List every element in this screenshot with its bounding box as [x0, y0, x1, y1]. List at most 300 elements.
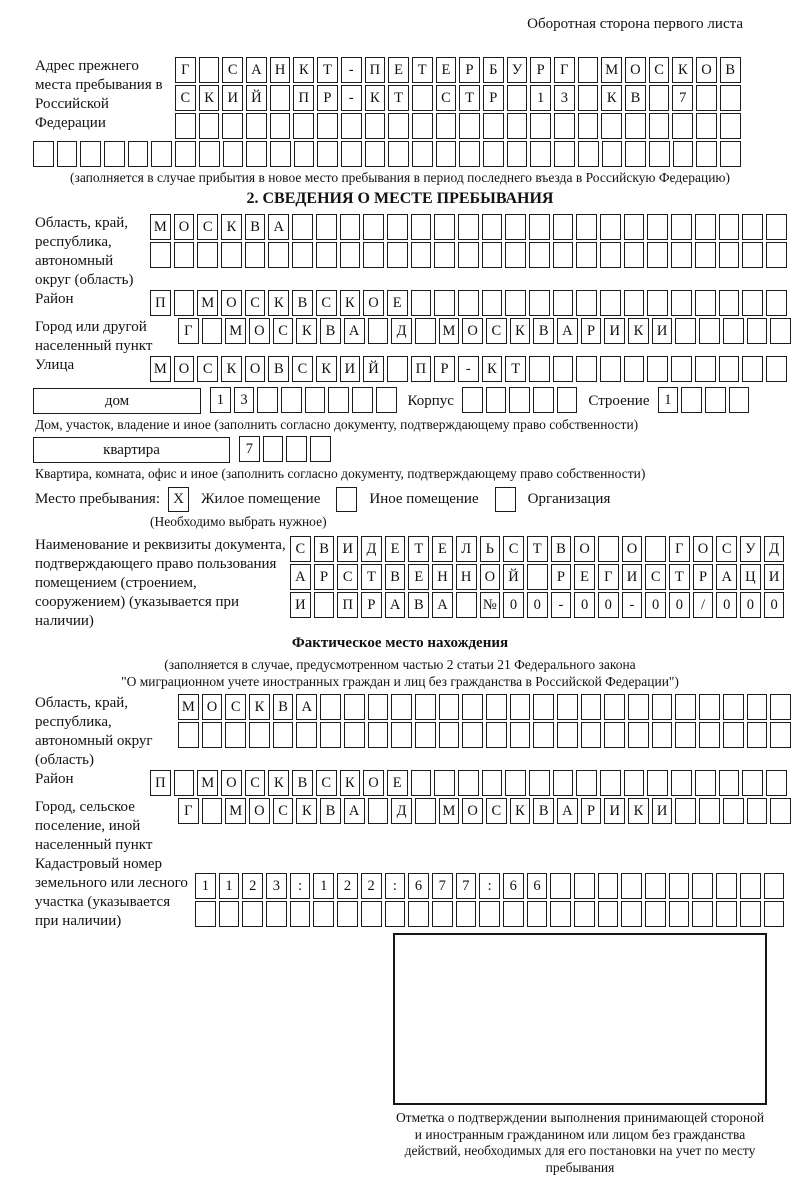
char-box[interactable] — [439, 722, 460, 748]
char-box[interactable]: Р — [459, 57, 480, 83]
char-box[interactable] — [530, 113, 551, 139]
char-box[interactable] — [344, 722, 365, 748]
char-box[interactable] — [482, 290, 503, 316]
char-box[interactable]: 0 — [716, 592, 737, 618]
char-box[interactable]: Г — [554, 57, 575, 83]
char-box[interactable] — [456, 592, 477, 618]
char-box[interactable] — [747, 722, 768, 748]
char-box[interactable] — [197, 242, 218, 268]
char-box[interactable] — [199, 57, 220, 83]
char-box[interactable] — [387, 356, 408, 382]
char-box[interactable] — [621, 873, 642, 899]
char-box[interactable]: : — [385, 873, 406, 899]
char-box[interactable]: О — [693, 536, 714, 562]
char-box[interactable]: Й — [363, 356, 384, 382]
char-box[interactable] — [270, 113, 291, 139]
char-box[interactable] — [313, 901, 334, 927]
char-box[interactable]: И — [337, 536, 358, 562]
char-box[interactable] — [764, 901, 785, 927]
char-box[interactable] — [533, 694, 554, 720]
char-box[interactable] — [695, 242, 716, 268]
char-box[interactable] — [368, 318, 389, 344]
char-box[interactable]: И — [604, 798, 625, 824]
char-box[interactable] — [598, 873, 619, 899]
char-box[interactable]: А — [246, 57, 267, 83]
char-box[interactable] — [719, 770, 740, 796]
char-box[interactable] — [669, 873, 690, 899]
char-box[interactable]: 2 — [361, 873, 382, 899]
char-box[interactable]: К — [316, 356, 337, 382]
char-box[interactable] — [245, 242, 266, 268]
char-box[interactable] — [672, 113, 693, 139]
char-box[interactable] — [770, 722, 791, 748]
char-box[interactable] — [388, 141, 409, 167]
char-box[interactable] — [652, 694, 673, 720]
char-box[interactable] — [486, 722, 507, 748]
char-box[interactable] — [553, 242, 574, 268]
char-box[interactable]: Т — [317, 57, 338, 83]
char-box[interactable] — [432, 901, 453, 927]
char-box[interactable]: 2 — [242, 873, 263, 899]
char-box[interactable]: О — [574, 536, 595, 562]
char-box[interactable] — [482, 770, 503, 796]
char-box[interactable] — [719, 214, 740, 240]
char-box[interactable] — [581, 694, 602, 720]
char-box[interactable] — [266, 901, 287, 927]
char-box[interactable] — [671, 214, 692, 240]
char-box[interactable]: 0 — [740, 592, 761, 618]
char-box[interactable]: В — [273, 694, 294, 720]
char-box[interactable] — [699, 318, 720, 344]
char-box[interactable] — [604, 694, 625, 720]
char-box[interactable]: Г — [178, 318, 199, 344]
char-box[interactable]: 1 — [658, 387, 679, 413]
char-box[interactable] — [624, 290, 645, 316]
char-box[interactable] — [376, 387, 397, 413]
char-box[interactable]: - — [458, 356, 479, 382]
char-box[interactable] — [219, 901, 240, 927]
char-box[interactable]: М — [225, 318, 246, 344]
char-box[interactable] — [764, 873, 785, 899]
char-box[interactable]: К — [268, 770, 289, 796]
char-box[interactable]: 7 — [672, 85, 693, 111]
char-box[interactable] — [720, 113, 741, 139]
char-box[interactable] — [624, 770, 645, 796]
char-box[interactable]: К — [628, 798, 649, 824]
char-box[interactable]: Е — [408, 564, 429, 590]
char-box[interactable] — [33, 141, 54, 167]
char-box[interactable] — [222, 113, 243, 139]
char-box[interactable]: С — [290, 536, 311, 562]
char-box[interactable]: И — [604, 318, 625, 344]
char-box[interactable]: О — [174, 356, 195, 382]
char-box[interactable] — [645, 901, 666, 927]
char-box[interactable] — [337, 901, 358, 927]
char-box[interactable] — [529, 770, 550, 796]
char-box[interactable] — [246, 141, 267, 167]
char-box[interactable]: Н — [432, 564, 453, 590]
char-box[interactable]: П — [411, 356, 432, 382]
char-box[interactable] — [439, 694, 460, 720]
char-box[interactable]: М — [197, 290, 218, 316]
char-box[interactable]: В — [551, 536, 572, 562]
char-box[interactable] — [529, 214, 550, 240]
char-box[interactable]: В — [320, 798, 341, 824]
char-box[interactable] — [316, 242, 337, 268]
char-box[interactable]: А — [557, 318, 578, 344]
char-box[interactable]: С — [716, 536, 737, 562]
char-box[interactable] — [151, 141, 172, 167]
char-box[interactable] — [624, 356, 645, 382]
char-box[interactable] — [507, 113, 528, 139]
char-box[interactable]: Р — [483, 85, 504, 111]
char-box[interactable] — [459, 113, 480, 139]
char-box[interactable] — [292, 242, 313, 268]
char-box[interactable]: 7 — [432, 873, 453, 899]
char-box[interactable] — [645, 873, 666, 899]
char-box[interactable] — [292, 214, 313, 240]
char-box[interactable] — [388, 113, 409, 139]
char-box[interactable] — [268, 242, 289, 268]
char-box[interactable] — [770, 694, 791, 720]
char-box[interactable] — [742, 356, 763, 382]
char-box[interactable] — [720, 141, 741, 167]
char-box[interactable] — [221, 242, 242, 268]
char-box[interactable] — [742, 290, 763, 316]
char-box[interactable] — [483, 113, 504, 139]
char-box[interactable]: - — [551, 592, 572, 618]
char-box[interactable]: К — [365, 85, 386, 111]
char-box[interactable]: С — [292, 356, 313, 382]
char-box[interactable] — [385, 901, 406, 927]
char-box[interactable] — [434, 770, 455, 796]
char-box[interactable]: К — [672, 57, 693, 83]
char-box[interactable]: В — [245, 214, 266, 240]
char-box[interactable] — [770, 798, 791, 824]
char-box[interactable]: 0 — [764, 592, 785, 618]
char-box[interactable] — [505, 770, 526, 796]
char-box[interactable]: К — [199, 85, 220, 111]
char-box[interactable] — [505, 214, 526, 240]
char-box[interactable]: С — [436, 85, 457, 111]
char-box[interactable]: 0 — [503, 592, 524, 618]
char-box[interactable]: Р — [530, 57, 551, 83]
char-box[interactable]: С — [245, 770, 266, 796]
char-box[interactable]: О — [462, 318, 483, 344]
char-box[interactable] — [352, 387, 373, 413]
char-box[interactable] — [503, 901, 524, 927]
char-box[interactable] — [365, 113, 386, 139]
char-box[interactable] — [341, 141, 362, 167]
char-box[interactable]: О — [625, 57, 646, 83]
char-box[interactable]: К — [482, 356, 503, 382]
char-box[interactable] — [742, 242, 763, 268]
char-box[interactable] — [600, 356, 621, 382]
char-box[interactable] — [723, 722, 744, 748]
char-box[interactable]: С — [222, 57, 243, 83]
char-box[interactable] — [412, 113, 433, 139]
char-box[interactable]: 0 — [527, 592, 548, 618]
char-box[interactable] — [305, 387, 326, 413]
char-box[interactable]: О — [202, 694, 223, 720]
char-box[interactable]: Р — [317, 85, 338, 111]
char-box[interactable]: С — [486, 798, 507, 824]
char-box[interactable]: Т — [669, 564, 690, 590]
char-box[interactable]: Й — [503, 564, 524, 590]
char-box[interactable]: Р — [551, 564, 572, 590]
char-box[interactable] — [578, 85, 599, 111]
char-box[interactable]: С — [197, 214, 218, 240]
char-box[interactable]: П — [337, 592, 358, 618]
char-box[interactable]: Е — [385, 536, 406, 562]
char-box[interactable] — [529, 242, 550, 268]
char-box[interactable]: Л — [456, 536, 477, 562]
char-box[interactable]: К — [510, 318, 531, 344]
char-box[interactable]: И — [652, 798, 673, 824]
char-box[interactable] — [699, 722, 720, 748]
char-box[interactable]: Й — [246, 85, 267, 111]
char-box[interactable]: С — [337, 564, 358, 590]
char-box[interactable] — [415, 318, 436, 344]
char-box[interactable]: А — [557, 798, 578, 824]
char-box[interactable]: Е — [387, 290, 408, 316]
char-box[interactable] — [766, 290, 787, 316]
char-box[interactable]: К — [221, 356, 242, 382]
char-box[interactable] — [368, 798, 389, 824]
char-box[interactable] — [699, 798, 720, 824]
char-box[interactable] — [257, 387, 278, 413]
char-box[interactable] — [766, 214, 787, 240]
char-box[interactable] — [557, 387, 578, 413]
char-box[interactable] — [550, 901, 571, 927]
char-box[interactable]: П — [293, 85, 314, 111]
char-box[interactable]: Г — [598, 564, 619, 590]
char-box[interactable]: 0 — [598, 592, 619, 618]
char-box[interactable] — [317, 113, 338, 139]
char-box[interactable]: Р — [581, 318, 602, 344]
char-box[interactable] — [458, 214, 479, 240]
char-box[interactable]: С — [273, 798, 294, 824]
char-box[interactable]: И — [290, 592, 311, 618]
char-box[interactable] — [647, 770, 668, 796]
char-box[interactable] — [458, 290, 479, 316]
char-box[interactable] — [527, 901, 548, 927]
char-box[interactable] — [225, 722, 246, 748]
char-box[interactable] — [699, 694, 720, 720]
char-box[interactable] — [705, 387, 726, 413]
char-box[interactable] — [675, 798, 696, 824]
char-box[interactable] — [316, 214, 337, 240]
char-box[interactable] — [621, 901, 642, 927]
char-box[interactable] — [415, 798, 436, 824]
char-box[interactable]: 1 — [530, 85, 551, 111]
char-box[interactable] — [647, 242, 668, 268]
char-box[interactable]: 0 — [574, 592, 595, 618]
char-box[interactable]: И — [652, 318, 673, 344]
char-box[interactable] — [719, 290, 740, 316]
char-box[interactable] — [286, 436, 307, 462]
char-box[interactable]: Г — [178, 798, 199, 824]
char-box[interactable] — [747, 798, 768, 824]
char-box[interactable] — [296, 722, 317, 748]
char-box[interactable] — [747, 694, 768, 720]
char-box[interactable] — [361, 901, 382, 927]
char-box[interactable] — [601, 113, 622, 139]
char-box[interactable]: И — [622, 564, 643, 590]
char-box[interactable]: 0 — [669, 592, 690, 618]
char-box[interactable]: : — [290, 873, 311, 899]
char-box[interactable] — [578, 113, 599, 139]
char-box[interactable] — [482, 214, 503, 240]
char-box[interactable] — [649, 113, 670, 139]
char-box[interactable]: Р — [361, 592, 382, 618]
char-box[interactable] — [529, 290, 550, 316]
char-box[interactable] — [625, 113, 646, 139]
char-box[interactable]: Ц — [740, 564, 761, 590]
char-box[interactable] — [202, 318, 223, 344]
kvartira-type-box[interactable]: квартира — [33, 437, 230, 463]
char-box[interactable] — [652, 722, 673, 748]
char-box[interactable]: С — [645, 564, 666, 590]
char-box[interactable] — [368, 722, 389, 748]
char-box[interactable]: С — [649, 57, 670, 83]
char-box[interactable]: В — [533, 318, 554, 344]
char-box[interactable]: Ь — [480, 536, 501, 562]
char-box[interactable]: О — [221, 770, 242, 796]
char-box[interactable]: М — [225, 798, 246, 824]
char-box[interactable] — [263, 436, 284, 462]
char-box[interactable] — [317, 141, 338, 167]
char-box[interactable] — [482, 242, 503, 268]
char-box[interactable] — [415, 694, 436, 720]
char-box[interactable] — [510, 694, 531, 720]
char-box[interactable] — [328, 387, 349, 413]
char-box[interactable]: К — [268, 290, 289, 316]
char-box[interactable]: В — [720, 57, 741, 83]
char-box[interactable]: Т — [361, 564, 382, 590]
char-box[interactable] — [270, 141, 291, 167]
char-box[interactable]: С — [245, 290, 266, 316]
char-box[interactable] — [553, 770, 574, 796]
char-box[interactable] — [696, 85, 717, 111]
char-box[interactable] — [199, 141, 220, 167]
char-box[interactable] — [150, 242, 171, 268]
char-box[interactable] — [576, 290, 597, 316]
char-box[interactable] — [411, 242, 432, 268]
char-box[interactable] — [387, 214, 408, 240]
char-box[interactable] — [290, 901, 311, 927]
char-box[interactable] — [625, 141, 646, 167]
char-box[interactable]: Е — [387, 770, 408, 796]
char-box[interactable] — [671, 770, 692, 796]
checkbox-organizatsiya[interactable] — [495, 487, 516, 512]
char-box[interactable] — [363, 242, 384, 268]
char-box[interactable]: 7 — [456, 873, 477, 899]
char-box[interactable] — [716, 873, 737, 899]
char-box[interactable] — [462, 387, 483, 413]
char-box[interactable] — [434, 214, 455, 240]
char-box[interactable]: У — [507, 57, 528, 83]
char-box[interactable]: О — [622, 536, 643, 562]
char-box[interactable]: 1 — [313, 873, 334, 899]
char-box[interactable] — [340, 214, 361, 240]
char-box[interactable]: : — [479, 873, 500, 899]
char-box[interactable]: 3 — [266, 873, 287, 899]
char-box[interactable] — [645, 536, 666, 562]
char-box[interactable]: В — [385, 564, 406, 590]
char-box[interactable]: Н — [270, 57, 291, 83]
char-box[interactable]: О — [174, 214, 195, 240]
char-box[interactable]: Г — [669, 536, 690, 562]
char-box[interactable]: 6 — [408, 873, 429, 899]
char-box[interactable] — [387, 242, 408, 268]
char-box[interactable]: № — [480, 592, 501, 618]
char-box[interactable] — [363, 214, 384, 240]
char-box[interactable] — [174, 290, 195, 316]
char-box[interactable] — [507, 141, 528, 167]
char-box[interactable]: М — [197, 770, 218, 796]
char-box[interactable]: 3 — [554, 85, 575, 111]
char-box[interactable] — [600, 290, 621, 316]
char-box[interactable]: 0 — [645, 592, 666, 618]
char-box[interactable]: Е — [436, 57, 457, 83]
char-box[interactable] — [459, 141, 480, 167]
char-box[interactable]: Д — [361, 536, 382, 562]
char-box[interactable]: М — [178, 694, 199, 720]
char-box[interactable]: Т — [408, 536, 429, 562]
char-box[interactable] — [408, 901, 429, 927]
char-box[interactable]: А — [432, 592, 453, 618]
char-box[interactable] — [533, 387, 554, 413]
char-box[interactable]: 1 — [195, 873, 216, 899]
char-box[interactable]: А — [296, 694, 317, 720]
char-box[interactable]: А — [385, 592, 406, 618]
char-box[interactable]: Н — [456, 564, 477, 590]
char-box[interactable] — [554, 113, 575, 139]
char-box[interactable] — [576, 242, 597, 268]
char-box[interactable]: О — [221, 290, 242, 316]
char-box[interactable]: К — [221, 214, 242, 240]
char-box[interactable] — [723, 318, 744, 344]
char-box[interactable]: Р — [434, 356, 455, 382]
char-box[interactable] — [174, 770, 195, 796]
char-box[interactable] — [436, 141, 457, 167]
char-box[interactable] — [553, 356, 574, 382]
char-box[interactable]: К — [340, 290, 361, 316]
char-box[interactable] — [647, 356, 668, 382]
char-box[interactable]: С — [316, 290, 337, 316]
char-box[interactable]: О — [363, 770, 384, 796]
char-box[interactable]: С — [175, 85, 196, 111]
char-box[interactable]: - — [622, 592, 643, 618]
char-box[interactable] — [174, 242, 195, 268]
char-box[interactable]: С — [486, 318, 507, 344]
char-box[interactable] — [104, 141, 125, 167]
char-box[interactable] — [719, 356, 740, 382]
char-box[interactable] — [578, 57, 599, 83]
char-box[interactable] — [411, 770, 432, 796]
checkbox-inoe[interactable] — [336, 487, 357, 512]
char-box[interactable] — [391, 694, 412, 720]
char-box[interactable] — [720, 85, 741, 111]
char-box[interactable] — [249, 722, 270, 748]
char-box[interactable]: К — [340, 770, 361, 796]
char-box[interactable] — [242, 901, 263, 927]
char-box[interactable]: О — [696, 57, 717, 83]
char-box[interactable]: Д — [391, 798, 412, 824]
char-box[interactable] — [747, 318, 768, 344]
char-box[interactable]: С — [225, 694, 246, 720]
